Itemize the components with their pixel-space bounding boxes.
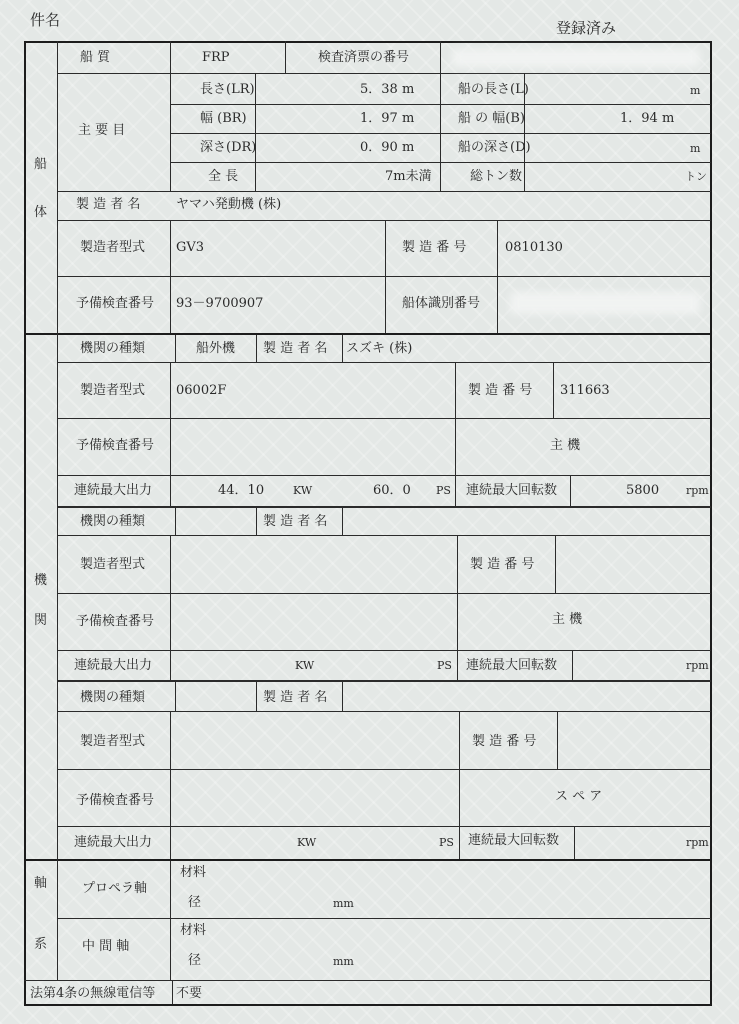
frame-right <box>710 41 712 1006</box>
breadth-b-label: 船 の 幅(B) <box>458 111 525 126</box>
hull-prelim-value: 93－9700907 <box>176 296 264 311</box>
engine3-power-label: 連続最大出力 <box>74 835 153 850</box>
intermediate-material-label: 材料 <box>180 923 207 938</box>
propeller-diameter-label: 径 <box>188 895 202 910</box>
length-l-label: 船の長さ(L) <box>458 82 529 97</box>
length-l-unit: m <box>690 84 701 97</box>
engine1-type-value: 船外機 <box>196 341 236 356</box>
engine3-kw-unit: KW <box>297 836 317 849</box>
depth-dr-value: 0．90 m <box>360 140 415 155</box>
tonnage-label: 総トン数 <box>470 169 523 184</box>
engine-section-label-1: 機 <box>34 573 48 588</box>
engine-shaft-divider <box>24 859 712 861</box>
engine1-ps-value: 60．0 <box>373 483 411 498</box>
overall-label: 全 長 <box>208 169 239 184</box>
engine1-ps-unit: PS <box>436 484 451 497</box>
main-dims-label: 主 要 目 <box>78 123 126 138</box>
engine2-kw-unit: KW <box>295 659 315 672</box>
manufacturer-label: 製 造 者 名 <box>76 197 141 212</box>
engine3-maker-label: 製 造 者 名 <box>263 690 328 705</box>
engine-section-label-2: 関 <box>34 613 48 628</box>
hull-prelim-label: 予備検査番号 <box>76 296 155 311</box>
engine2-role-value: 主 機 <box>552 612 583 627</box>
intermediate-mm-unit: mm <box>333 955 354 968</box>
overall-value: 7m未満 <box>385 169 432 184</box>
engine1-model-value: 06002F <box>176 383 227 398</box>
breadth-br-value: 1．97 m <box>360 111 415 126</box>
radio-equipment-label: 法第4条の無線電信等 <box>30 986 156 1001</box>
engine3-ps-unit: PS <box>439 836 454 849</box>
propeller-shaft-label: プロペラ軸 <box>82 881 148 896</box>
tonnage-unit: トン <box>685 170 707 183</box>
hull-serial-value: 0810130 <box>505 240 563 255</box>
engine2-maker-label: 製 造 者 名 <box>263 514 328 529</box>
engine1-rpm-value: 5800 <box>626 483 660 498</box>
engine3-type-label: 機関の種類 <box>80 690 146 705</box>
depth-dr-label: 深さ(DR) <box>200 140 257 155</box>
engine1-role-value: 主 機 <box>550 438 581 453</box>
engine1-power-label: 連続最大出力 <box>74 483 153 498</box>
inspected-ticket-label: 検査済票の番号 <box>318 50 410 65</box>
shaft-footer-divider <box>24 980 712 981</box>
redacted-hull-id <box>510 292 700 314</box>
engine1-kw-unit: KW <box>293 484 313 497</box>
engine1-type-label: 機関の種類 <box>80 341 146 356</box>
redacted-ticket-number <box>452 49 700 67</box>
engine1-serial-value: 311663 <box>560 383 610 398</box>
length-lr-label: 長さ(LR) <box>200 82 255 97</box>
registered-stamp: 登録済み <box>556 19 617 37</box>
frame-top <box>24 41 711 43</box>
engine3-rpm-unit: rpm <box>686 836 709 849</box>
engine2-power-label: 連続最大出力 <box>74 658 153 673</box>
engine3-prelim-label: 予備検査番号 <box>76 793 155 808</box>
propeller-material-label: 材料 <box>180 865 207 880</box>
engine2-ps-unit: PS <box>437 659 452 672</box>
frame-bottom <box>24 1004 712 1006</box>
depth-d-label: 船の深さ(D) <box>458 140 531 155</box>
material-label: 船 質 <box>80 50 111 65</box>
engine1-kw-value: 44．10 <box>218 483 265 498</box>
shaft-section-label-2: 系 <box>34 937 48 952</box>
shaft-section-label-1: 軸 <box>34 876 48 891</box>
propeller-mm-unit: mm <box>333 897 354 910</box>
manufacturer-value: ヤマハ発動機 (株) <box>176 197 282 212</box>
engine2-model-label: 製造者型式 <box>80 557 146 572</box>
engine2-rpm-label: 連続最大回転数 <box>466 658 558 673</box>
engine3-model-label: 製造者型式 <box>80 734 146 749</box>
engine1-rpm-unit: rpm <box>686 484 709 497</box>
section-label-column-line <box>57 41 58 981</box>
engine1-prelim-label: 予備検査番号 <box>76 438 155 453</box>
length-lr-value: 5．38 m <box>360 82 415 97</box>
depth-d-unit: m <box>690 142 701 155</box>
breadth-b-value: 1．94 m <box>620 111 675 126</box>
engine3-serial-label: 製 造 番 号 <box>472 734 537 749</box>
engine2-prelim-label: 予備検査番号 <box>76 614 155 629</box>
engine1-serial-label: 製 造 番 号 <box>468 383 533 398</box>
engine1-model-label: 製造者型式 <box>80 383 146 398</box>
breadth-br-label: 幅 (BR) <box>200 111 247 126</box>
frame-left <box>24 41 26 1006</box>
intermediate-shaft-label: 中 間 軸 <box>82 939 130 954</box>
engine2-rpm-unit: rpm <box>686 659 709 672</box>
engine2-type-label: 機関の種類 <box>80 514 146 529</box>
hull-serial-label: 製 造 番 号 <box>402 240 467 255</box>
hull-model-value: GV3 <box>176 240 205 255</box>
hull-id-label: 船体識別番号 <box>402 296 481 311</box>
intermediate-diameter-label: 径 <box>188 953 202 968</box>
engine1-rpm-label: 連続最大回転数 <box>466 483 558 498</box>
radio-equipment-value: 不要 <box>176 986 203 1001</box>
hull-section-label-2: 体 <box>34 205 48 220</box>
engine3-role-value: ス ペ ア <box>555 789 603 804</box>
engine1-maker-label: 製 造 者 名 <box>263 341 328 356</box>
hull-model-label: 製造者型式 <box>80 240 146 255</box>
hull-engine-divider <box>24 333 712 335</box>
engine3-rpm-label: 連続最大回転数 <box>468 833 560 848</box>
engine2-serial-label: 製 造 番 号 <box>470 557 535 572</box>
material-value: FRP <box>202 50 230 65</box>
hull-section-label-1: 船 <box>34 157 48 172</box>
case-name-label: 件名 <box>30 11 61 29</box>
engine1-maker-value: スズキ (株) <box>346 341 413 356</box>
